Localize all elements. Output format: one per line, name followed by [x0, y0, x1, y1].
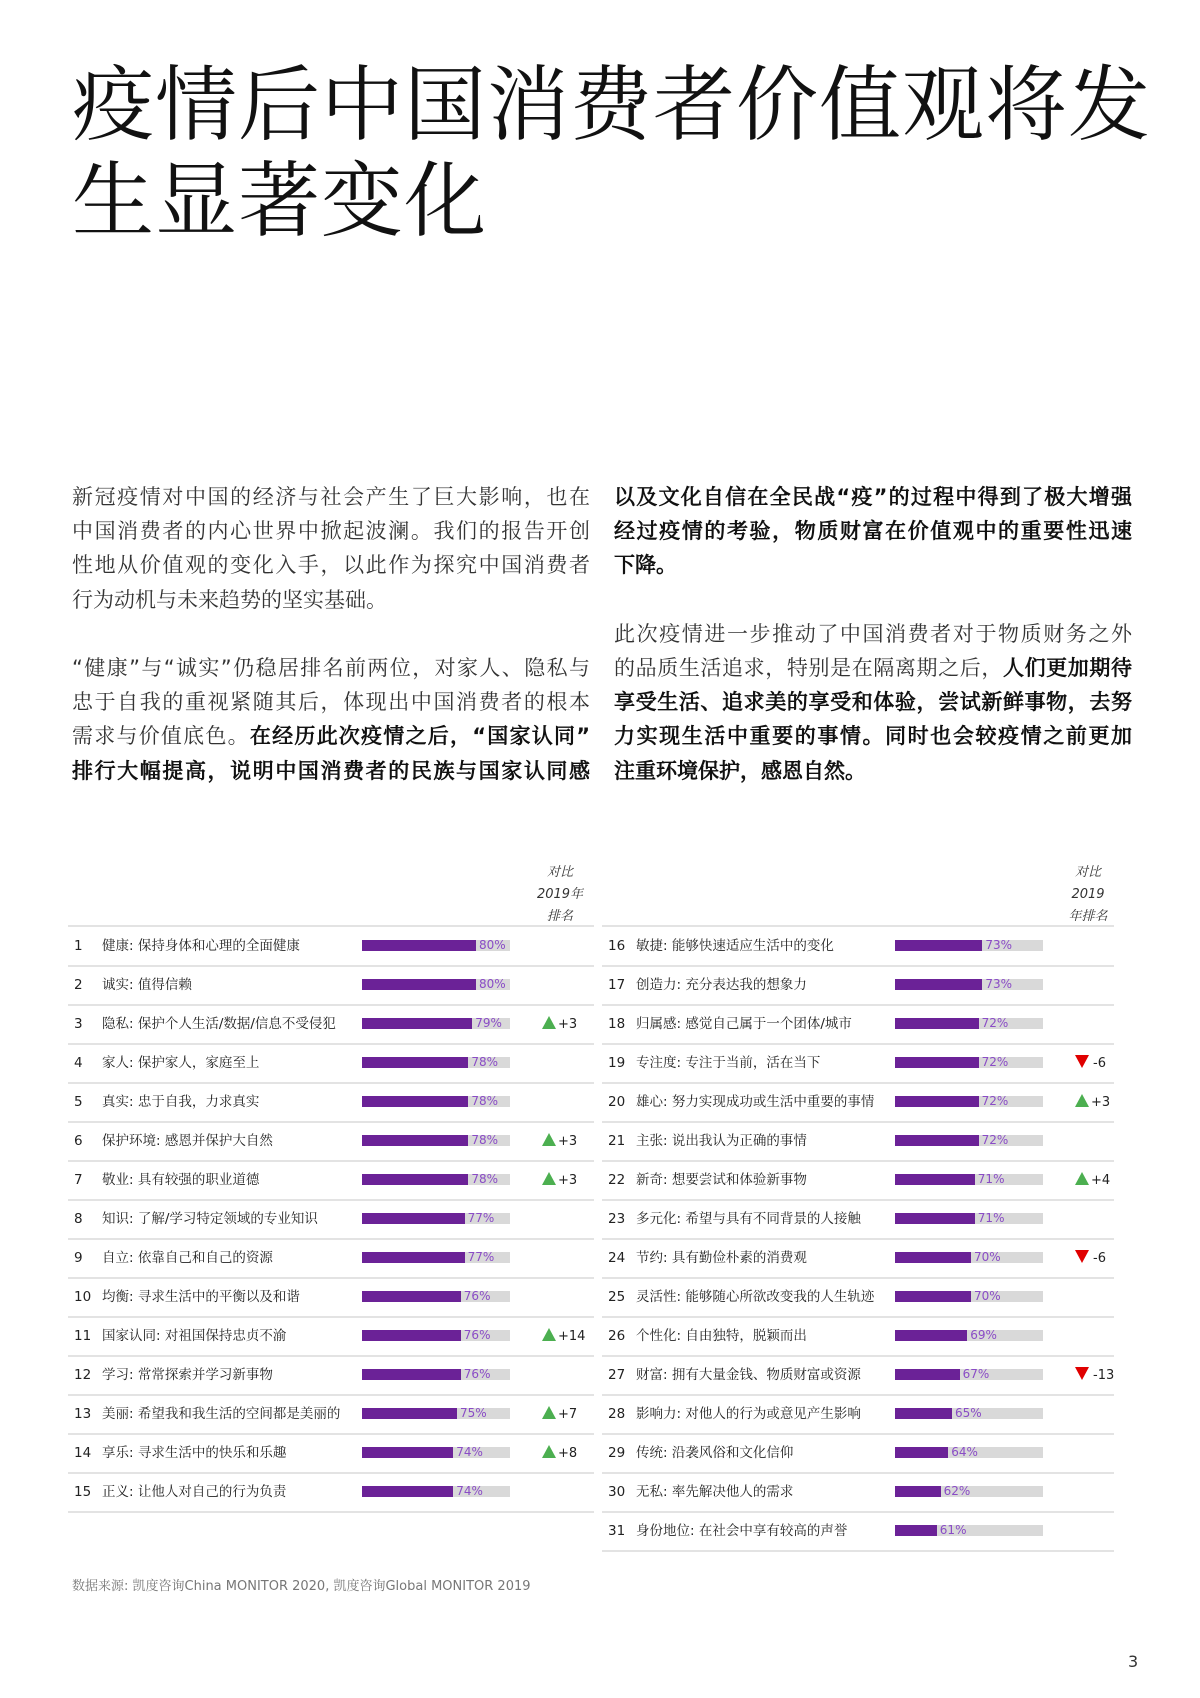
text-bold: 在经历此次疫情之后，“国家认同” — [249, 724, 590, 749]
value-label: 健康: 保持身体和心理的全面健康 — [102, 938, 300, 954]
bar-fill — [362, 1291, 461, 1302]
text-bold: 力实现生活中重要的事情。同时也会较疫情之前更加 — [614, 724, 1132, 749]
triangle-up-icon — [542, 1172, 556, 1185]
bar-fill — [895, 1213, 975, 1224]
bar-track — [362, 1330, 510, 1341]
bar-fill — [895, 1057, 979, 1068]
bar-fill — [362, 1369, 461, 1380]
table-row — [608, 1005, 1114, 1044]
value-label: 正义: 让他人对自己的行为负责 — [102, 1484, 287, 1500]
rank-change-value: +4 — [1091, 1173, 1111, 1188]
bar-track — [362, 1252, 510, 1263]
table-row — [608, 966, 1114, 1005]
rank-change — [1075, 1044, 1106, 1083]
bar-track — [362, 1018, 510, 1029]
rank-number: 8 — [74, 1211, 83, 1227]
bar-track — [895, 1369, 1043, 1380]
rank-number: 1 — [74, 938, 83, 954]
table-row — [74, 1473, 594, 1512]
rank-change — [1075, 1083, 1110, 1122]
triangle-up-icon — [542, 1328, 556, 1341]
rank-number: 7 — [74, 1172, 83, 1188]
rank-change — [542, 1122, 577, 1161]
text-bold: 经过疫情的考验，物质财富在价值观中的重要性迅速 — [614, 519, 1132, 544]
header-line: 对比 — [546, 865, 573, 880]
rank-number: 2 — [74, 977, 83, 993]
text-line — [614, 514, 1132, 548]
bar-fill — [362, 1486, 453, 1497]
bar-fill — [895, 1447, 948, 1458]
text-bold: 人们更加期待 — [1002, 656, 1133, 680]
percent-label: 74% — [456, 1484, 483, 1498]
text-bold: 以及文化自信在全民战“疫”的过程中得到了极大增强 — [614, 485, 1132, 509]
body-text-left-column — [72, 480, 590, 788]
rank-number: 30 — [608, 1484, 626, 1500]
text-bold: 享受生活、追求美的享受和体验，尝试新鲜事物，去努 — [614, 690, 1132, 715]
bar-fill — [362, 1018, 472, 1029]
rank-number: 31 — [608, 1523, 626, 1539]
table-row — [608, 1161, 1114, 1200]
table-row — [74, 1200, 594, 1239]
table-row — [608, 1317, 1114, 1356]
value-label: 敬业: 具有较强的职业道德 — [102, 1172, 260, 1188]
paragraph-gap — [614, 583, 1132, 617]
bar-fill — [895, 1525, 937, 1536]
value-label: 财富: 拥有大量金钱、物质财富或资源 — [636, 1367, 861, 1383]
value-label: 主张: 说出我认为正确的事情 — [636, 1133, 807, 1149]
bar-track — [895, 1525, 1043, 1536]
value-label: 灵活性: 能够随心所欲改变我的人生轨迹 — [636, 1289, 875, 1305]
percent-label: 65% — [955, 1406, 982, 1420]
bar-fill — [362, 1330, 461, 1341]
rank-change-value: +3 — [558, 1173, 578, 1188]
table-row — [74, 1317, 594, 1356]
rank-number: 13 — [74, 1406, 92, 1422]
bar-fill — [895, 1291, 971, 1302]
rank-change-value: -6 — [1093, 1251, 1106, 1266]
value-label: 家人: 保护家人，家庭至上 — [102, 1055, 260, 1071]
rank-number: 17 — [608, 977, 626, 993]
percent-label: 72% — [981, 1016, 1009, 1030]
table-row — [608, 1083, 1114, 1122]
bar-fill — [362, 1096, 468, 1107]
table-row — [74, 927, 594, 966]
percent-label: 78% — [471, 1094, 499, 1108]
table-header-left-change — [530, 862, 590, 928]
percent-label: 78% — [471, 1055, 499, 1069]
rank-change-value: +8 — [558, 1446, 578, 1461]
text-line — [614, 617, 1132, 651]
text-line — [614, 651, 1132, 685]
rank-change — [1075, 1161, 1110, 1200]
percent-label: 71% — [977, 1172, 1005, 1186]
bar-track — [362, 1096, 510, 1107]
value-label: 美丽: 希望我和我生活的空间都是美丽的 — [102, 1406, 341, 1422]
value-label: 身份地位: 在社会中享有较高的声誉 — [636, 1523, 848, 1539]
bar-track — [895, 1057, 1043, 1068]
bar-fill — [362, 1408, 457, 1419]
text-bold: 下降。 — [614, 553, 677, 578]
bar-track — [895, 1408, 1043, 1419]
text-normal: 忠于自我的重视紧随其后，体现出中国消费者的根本 — [72, 690, 590, 715]
bar-track — [362, 1447, 510, 1458]
bar-track — [895, 1135, 1043, 1146]
percent-label: 80% — [479, 977, 506, 991]
table-row — [608, 1356, 1114, 1395]
rank-change-value: +14 — [558, 1329, 586, 1344]
value-label: 无私: 率先解决他人的需求 — [636, 1484, 794, 1500]
triangle-down-icon — [1075, 1055, 1089, 1068]
value-label: 均衡: 寻求生活中的平衡以及和谐 — [102, 1289, 300, 1305]
bar-track — [362, 1057, 510, 1068]
bar-fill — [895, 1252, 971, 1263]
rank-number: 20 — [608, 1094, 626, 1110]
percent-label: 80% — [479, 938, 506, 952]
bar-fill — [895, 1330, 967, 1341]
triangle-down-icon — [1075, 1367, 1089, 1380]
table-row — [74, 1356, 594, 1395]
triangle-up-icon — [542, 1016, 556, 1029]
bar-fill — [895, 1018, 979, 1029]
page-title-line-1: 疫情后中国消费者价值观将发 — [72, 58, 1152, 153]
value-label: 敏捷: 能够快速适应生活中的变化 — [636, 938, 834, 954]
bar-fill — [895, 1408, 952, 1419]
value-label: 自立: 依靠自己和自己的资源 — [102, 1250, 273, 1266]
rank-number: 19 — [608, 1055, 626, 1071]
percent-label: 76% — [463, 1328, 491, 1342]
bar-fill — [895, 1135, 979, 1146]
bar-fill — [895, 1096, 979, 1107]
data-source-note: 数据来源: 凯度咨询China MONITOR 2020, 凯度咨询Global MONITOR 2019 — [72, 1579, 531, 1594]
triangle-up-icon — [1075, 1172, 1089, 1185]
value-label: 创造力: 充分表达我的想象力 — [636, 977, 807, 993]
percent-label: 79% — [475, 1016, 502, 1030]
text-bold: 排行大幅提高，说明中国消费者的民族与国家认同感 — [72, 758, 590, 783]
bar-track — [362, 1174, 510, 1185]
rank-change-value: +3 — [558, 1134, 578, 1149]
rank-number: 27 — [608, 1367, 626, 1383]
text-normal: “健康”与“诚实”仍稳居排名前两位，对家人、隐私与 — [72, 656, 590, 680]
bar-track — [362, 1213, 510, 1224]
rank-number: 29 — [608, 1445, 626, 1461]
text-normal: 中国消费者的内心世界中掀起波澜。我们的报告开创 — [72, 519, 590, 544]
table-row — [74, 1044, 594, 1083]
value-label: 归属感: 感觉自己属于一个团体/城市 — [636, 1016, 852, 1032]
value-label: 节约: 具有勤俭朴素的消费观 — [636, 1250, 807, 1266]
value-label: 知识: 了解/学习特定领域的专业知识 — [102, 1211, 318, 1227]
bar-fill — [362, 1213, 465, 1224]
percent-label: 78% — [471, 1172, 499, 1186]
text-line — [72, 685, 590, 719]
bar-fill — [895, 1369, 960, 1380]
percent-label: 72% — [981, 1055, 1009, 1069]
value-label: 保护环境: 感恩并保护大自然 — [102, 1133, 273, 1149]
percent-label: 72% — [981, 1094, 1009, 1108]
percent-label: 61% — [939, 1523, 967, 1537]
rank-number: 3 — [74, 1016, 83, 1032]
table-row — [74, 1278, 594, 1317]
rank-number: 18 — [608, 1016, 626, 1032]
text-line — [72, 583, 590, 617]
rank-change — [542, 1005, 577, 1044]
row-divider — [68, 1511, 594, 1513]
rank-number: 26 — [608, 1328, 626, 1344]
value-label: 传统: 沿袭风俗和文化信仰 — [636, 1445, 794, 1461]
text-line — [72, 719, 590, 753]
value-label: 新奇: 想要尝试和体验新事物 — [636, 1172, 807, 1188]
rank-change — [542, 1395, 577, 1434]
rank-change — [1075, 1239, 1106, 1278]
percent-label: 76% — [463, 1289, 491, 1303]
table-row — [608, 1044, 1114, 1083]
table-row — [74, 1434, 594, 1473]
table-row — [608, 1122, 1114, 1161]
value-label: 个性化: 自由独特，脱颖而出 — [636, 1328, 807, 1344]
rank-number: 25 — [608, 1289, 626, 1305]
table-row — [74, 1122, 594, 1161]
triangle-up-icon — [542, 1445, 556, 1458]
percent-label: 73% — [985, 938, 1013, 952]
rank-number: 22 — [608, 1172, 626, 1188]
rank-number: 6 — [74, 1133, 83, 1149]
text-line — [72, 651, 590, 685]
rank-change — [542, 1161, 577, 1200]
text-bold: 注重环境保护，感恩自然。 — [614, 758, 866, 783]
rank-change-value: -13 — [1093, 1368, 1115, 1383]
table-row — [608, 1512, 1114, 1551]
rank-number: 5 — [74, 1094, 83, 1110]
bar-track — [362, 940, 510, 951]
value-label: 专注度: 专注于当前，活在当下 — [636, 1055, 821, 1071]
value-label: 真实: 忠于自我，力求真实 — [102, 1094, 260, 1110]
percent-label: 78% — [471, 1133, 499, 1147]
rank-change-value: -6 — [1093, 1056, 1106, 1071]
text-normal: 性地从价值观的变化入手，以此作为探究中国消费者 — [72, 553, 590, 578]
rank-number: 9 — [74, 1250, 83, 1266]
value-label: 多元化: 希望与具有不同背景的人接触 — [636, 1211, 861, 1227]
bar-track — [895, 1213, 1043, 1224]
table-row — [608, 927, 1114, 966]
bar-fill — [362, 979, 476, 990]
value-label: 学习: 常常探索并学习新事物 — [102, 1367, 273, 1383]
bar-track — [895, 1447, 1043, 1458]
bar-fill — [362, 1135, 468, 1146]
table-row — [608, 1278, 1114, 1317]
rank-number: 16 — [608, 938, 626, 954]
bar-track — [895, 1252, 1043, 1263]
body-text-right-column — [614, 480, 1132, 788]
value-label: 影响力: 对他人的行为或意见产生影响 — [636, 1406, 861, 1422]
triangle-up-icon — [542, 1133, 556, 1146]
rank-number: 11 — [74, 1328, 92, 1344]
page-number: 3 — [1128, 1652, 1139, 1671]
text-normal: 的品质生活追求，特别是在隔离期之后， — [614, 656, 1003, 680]
text-line — [72, 548, 590, 582]
text-normal: 需求与价值底色。 — [72, 724, 250, 749]
percent-label: 62% — [943, 1484, 971, 1498]
table-row — [74, 1161, 594, 1200]
table-row — [608, 1200, 1114, 1239]
bar-track — [895, 1291, 1043, 1302]
percent-label: 70% — [974, 1289, 1001, 1303]
table-row — [74, 1239, 594, 1278]
bar-track — [362, 979, 510, 990]
bar-fill — [362, 1057, 468, 1068]
rank-number: 14 — [74, 1445, 92, 1461]
bar-fill — [362, 1174, 468, 1185]
triangle-up-icon — [1075, 1094, 1089, 1107]
bar-track — [895, 1096, 1043, 1107]
percent-label: 67% — [962, 1367, 990, 1381]
bar-fill — [362, 1252, 465, 1263]
value-label: 享乐: 寻求生活中的快乐和乐趣 — [102, 1445, 287, 1461]
bar-fill — [895, 940, 982, 951]
bar-track — [362, 1291, 510, 1302]
value-label: 国家认同: 对祖国保持忠贞不渝 — [102, 1328, 287, 1344]
percent-label: 74% — [456, 1445, 483, 1459]
bar-track — [895, 940, 1043, 951]
text-line — [614, 754, 1132, 788]
percent-label: 70% — [974, 1250, 1001, 1264]
rank-change — [1075, 1356, 1114, 1395]
text-normal: 新冠疫情对中国的经济与社会产生了巨大影响，也在 — [72, 485, 590, 509]
header-line: 排名 — [546, 909, 573, 924]
bar-track — [895, 1330, 1043, 1341]
percent-label: 69% — [970, 1328, 997, 1342]
rank-change — [542, 1434, 577, 1473]
paragraph-gap — [72, 617, 590, 651]
rank-number: 12 — [74, 1367, 92, 1383]
table-row — [608, 1473, 1114, 1512]
bar-fill — [362, 940, 476, 951]
table-row — [74, 1005, 594, 1044]
table-row — [608, 1239, 1114, 1278]
table-row — [608, 1395, 1114, 1434]
value-label: 诚实: 值得信赖 — [102, 977, 192, 993]
value-label: 隐私: 保护个人生活/数据/信息不受侵犯 — [102, 1016, 336, 1032]
text-line — [72, 480, 590, 514]
rank-number: 15 — [74, 1484, 92, 1500]
rank-number: 28 — [608, 1406, 626, 1422]
triangle-up-icon — [542, 1406, 556, 1419]
bar-track — [362, 1369, 510, 1380]
rank-number: 24 — [608, 1250, 626, 1266]
text-line — [72, 514, 590, 548]
bar-fill — [895, 979, 982, 990]
rank-number: 21 — [608, 1133, 626, 1149]
table-row — [74, 966, 594, 1005]
bar-track — [362, 1486, 510, 1497]
bar-fill — [362, 1447, 453, 1458]
page-title — [72, 58, 1151, 250]
percent-label: 64% — [951, 1445, 978, 1459]
rank-change-value: +3 — [1091, 1095, 1111, 1110]
row-divider — [602, 1550, 1114, 1552]
rank-change-value: +3 — [558, 1017, 578, 1032]
bar-track — [895, 979, 1043, 990]
triangle-down-icon — [1075, 1250, 1089, 1263]
text-line — [614, 685, 1132, 719]
rank-number: 23 — [608, 1211, 626, 1227]
table-row — [74, 1083, 594, 1122]
rank-number: 10 — [74, 1289, 92, 1305]
table-row — [74, 1395, 594, 1434]
table-row — [608, 1434, 1114, 1473]
bar-fill — [895, 1486, 941, 1497]
percent-label: 77% — [467, 1250, 495, 1264]
rank-number: 4 — [74, 1055, 83, 1071]
rank-change — [542, 1317, 585, 1356]
rank-change-value: +7 — [558, 1407, 578, 1422]
percent-label: 77% — [467, 1211, 495, 1225]
value-label: 雄心: 努力实现成功或生活中重要的事情 — [636, 1094, 875, 1110]
text-line — [614, 480, 1132, 514]
page-title-line-2: 生显著变化 — [72, 154, 488, 249]
bar-track — [895, 1486, 1043, 1497]
text-line — [614, 719, 1132, 753]
bar-track — [895, 1018, 1043, 1029]
header-line: 2019年 — [536, 887, 584, 902]
text-normal: 此次疫情进一步推动了中国消费者对于物质财务之外 — [614, 621, 1132, 646]
table-header-right-change: 对比2019年排名 — [1068, 865, 1108, 924]
bar-fill — [895, 1174, 975, 1185]
text-line — [614, 548, 1132, 582]
percent-label: 71% — [977, 1211, 1005, 1225]
text-normal: 行为动机与未来趋势的坚实基础。 — [72, 587, 387, 612]
bar-track — [362, 1408, 510, 1419]
percent-label: 72% — [981, 1133, 1009, 1147]
text-line — [72, 754, 590, 788]
percent-label: 75% — [460, 1406, 487, 1420]
bar-track — [362, 1135, 510, 1146]
bar-track — [895, 1174, 1043, 1185]
percent-label: 76% — [463, 1367, 491, 1381]
percent-label: 73% — [985, 977, 1013, 991]
